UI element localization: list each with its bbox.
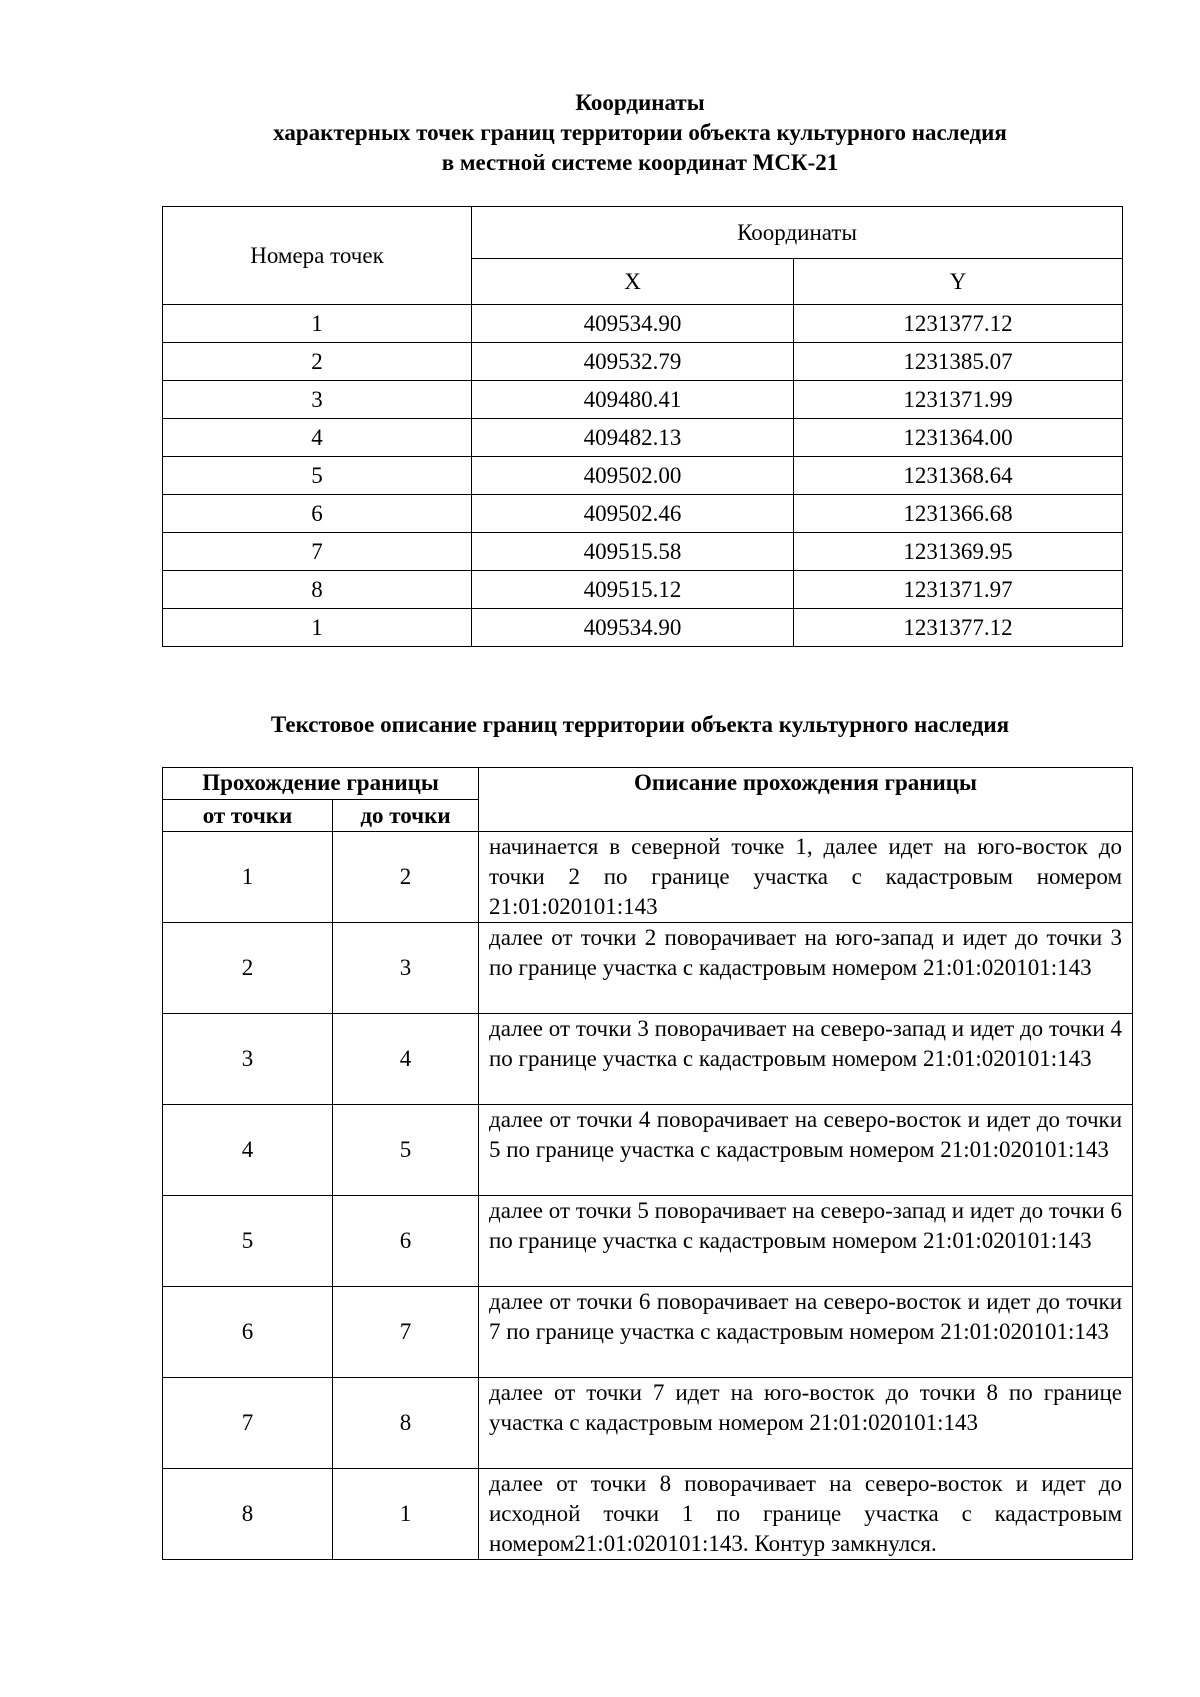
passage-description: далее от точки 4 поворачивает на северо-восток и идет до точки 5 по границе участка с кадастровым номером 21:01:020101:143 bbox=[479, 1105, 1133, 1196]
table-row bbox=[163, 419, 1123, 457]
to-point: 7 bbox=[333, 1287, 479, 1378]
to-point: 1 bbox=[333, 1469, 479, 1560]
to-point: 2 bbox=[333, 832, 479, 923]
coord-x: 409534.90 bbox=[472, 609, 794, 647]
passage-description: далее от точки 5 поворачивает на северо-запад и идет до точки 6 по границе участка с кадастровым номером 21:01:020101:143 bbox=[479, 1196, 1133, 1287]
document-title bbox=[160, 88, 1120, 178]
header-to-point: до точки bbox=[333, 800, 479, 832]
from-point: 7 bbox=[163, 1378, 333, 1469]
point-number: 1 bbox=[163, 305, 472, 343]
table-row bbox=[163, 923, 1133, 1014]
to-point: 5 bbox=[333, 1105, 479, 1196]
coordinates-table bbox=[162, 206, 1123, 647]
coord-x: 409534.90 bbox=[472, 305, 794, 343]
passage-description: далее от точки 2 поворачивает на юго-запад и идет до точки 3 по границе участка с кадастровым номером 21:01:020101:143 bbox=[479, 923, 1133, 1014]
to-point: 6 bbox=[333, 1196, 479, 1287]
coord-x: 409482.13 bbox=[472, 419, 794, 457]
table-row bbox=[163, 1105, 1133, 1196]
point-number: 6 bbox=[163, 495, 472, 533]
point-number: 2 bbox=[163, 343, 472, 381]
coord-x: 409515.58 bbox=[472, 533, 794, 571]
table-row bbox=[163, 533, 1123, 571]
table-row bbox=[163, 381, 1123, 419]
title-line-2: характерных точек границ территории объекта культурного наследия bbox=[273, 120, 1007, 145]
header-point-numbers: Номера точек bbox=[163, 207, 472, 305]
table-row bbox=[163, 1196, 1133, 1287]
table-row bbox=[163, 457, 1123, 495]
coord-y: 1231377.12 bbox=[794, 609, 1123, 647]
coord-x: 409532.79 bbox=[472, 343, 794, 381]
table-row bbox=[163, 343, 1123, 381]
passage-description: далее от точки 6 поворачивает на северо-восток и идет до точки 7 по границе участка с кадастровым номером 21:01:020101:143 bbox=[479, 1287, 1133, 1378]
from-point: 8 bbox=[163, 1469, 333, 1560]
coord-y: 1231371.99 bbox=[794, 381, 1123, 419]
coord-x: 409480.41 bbox=[472, 381, 794, 419]
table-row bbox=[163, 609, 1123, 647]
point-number: 1 bbox=[163, 609, 472, 647]
coord-y: 1231371.97 bbox=[794, 571, 1123, 609]
from-point: 4 bbox=[163, 1105, 333, 1196]
point-number: 5 bbox=[163, 457, 472, 495]
from-point: 3 bbox=[163, 1014, 333, 1105]
title-line-3: в местной системе координат МСК-21 bbox=[441, 150, 839, 175]
header-from-point: от точки bbox=[163, 800, 333, 832]
point-number: 4 bbox=[163, 419, 472, 457]
coord-y: 1231385.07 bbox=[794, 343, 1123, 381]
table-row bbox=[163, 1378, 1133, 1469]
coord-x: 409502.46 bbox=[472, 495, 794, 533]
table-row bbox=[163, 571, 1123, 609]
coord-x: 409515.12 bbox=[472, 571, 794, 609]
passage-description: далее от точки 3 поворачивает на северо-запад и идет до точки 4 по границе участка с кадастровым номером 21:01:020101:143 bbox=[479, 1014, 1133, 1105]
coord-y: 1231364.00 bbox=[794, 419, 1123, 457]
header-passage-description: Описание прохождения границы bbox=[479, 768, 1133, 832]
coord-x: 409502.00 bbox=[472, 457, 794, 495]
from-point: 5 bbox=[163, 1196, 333, 1287]
table-row bbox=[163, 832, 1133, 923]
coord-y: 1231368.64 bbox=[794, 457, 1123, 495]
from-point: 2 bbox=[163, 923, 333, 1014]
header-coordinates: Координаты bbox=[472, 207, 1123, 259]
header-y: Y bbox=[794, 259, 1123, 305]
header-boundary-passage: Прохождение границы bbox=[163, 768, 479, 800]
coord-y: 1231369.95 bbox=[794, 533, 1123, 571]
header-x: X bbox=[472, 259, 794, 305]
to-point: 3 bbox=[333, 923, 479, 1014]
passage-description: начинается в северной точке 1, далее идет на юго-восток до точки 2 по границе участка с кадастровым номером 21:01:020101:143 bbox=[479, 832, 1133, 923]
table-row bbox=[163, 1287, 1133, 1378]
table-row bbox=[163, 495, 1123, 533]
to-point: 4 bbox=[333, 1014, 479, 1105]
boundary-description-table bbox=[162, 767, 1133, 1560]
from-point: 1 bbox=[163, 832, 333, 923]
to-point: 8 bbox=[333, 1378, 479, 1469]
passage-description: далее от точки 7 идет на юго-восток до точки 8 по границе участка с кадастровым номером 21:01:020101:143 bbox=[479, 1378, 1133, 1469]
section-title-description: Текстовое описание границ территории объекта культурного наследия bbox=[270, 712, 1010, 737]
title-line-1: Координаты bbox=[575, 90, 705, 115]
table-row bbox=[163, 305, 1123, 343]
point-number: 3 bbox=[163, 381, 472, 419]
from-point: 6 bbox=[163, 1287, 333, 1378]
table-row bbox=[163, 1014, 1133, 1105]
point-number: 7 bbox=[163, 533, 472, 571]
passage-description: далее от точки 8 поворачивает на северо-восток и идет до исходной точки 1 по границе участка с кадастровым номером21:01:020101:143. Контур замкнулся. bbox=[479, 1469, 1133, 1560]
coord-y: 1231366.68 bbox=[794, 495, 1123, 533]
table-row bbox=[163, 1469, 1133, 1560]
coord-y: 1231377.12 bbox=[794, 305, 1123, 343]
point-number: 8 bbox=[163, 571, 472, 609]
